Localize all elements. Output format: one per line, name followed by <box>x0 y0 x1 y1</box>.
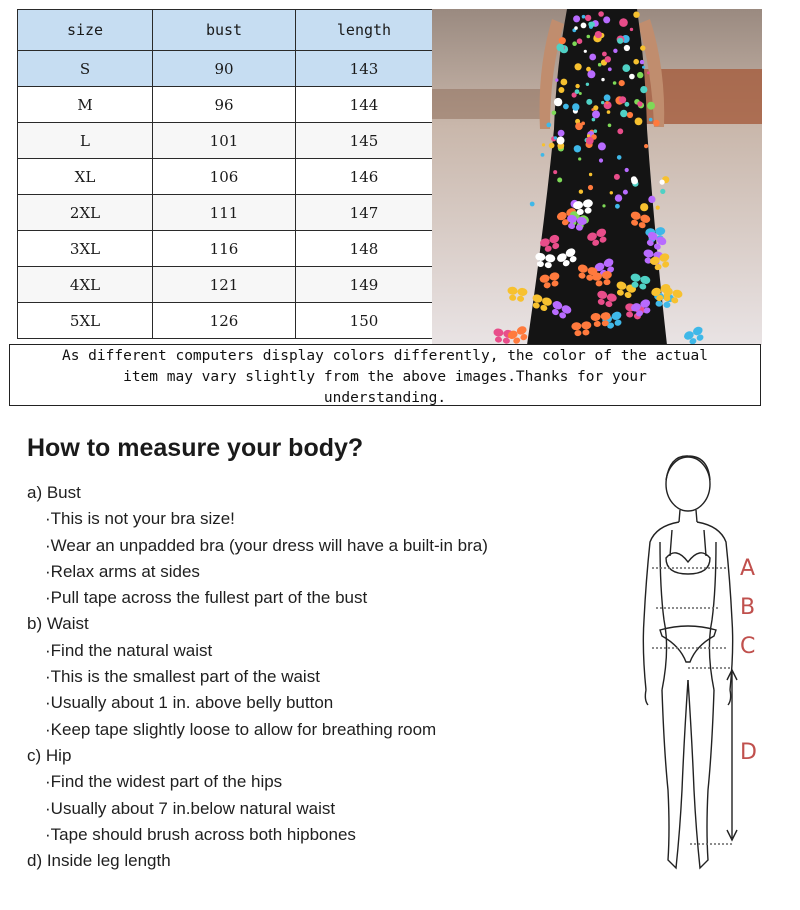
disclaimer-line: item may vary slightly from the above images.Thanks for your <box>123 369 647 385</box>
header-bust: bust <box>153 10 296 51</box>
cell-length: 147 <box>296 195 433 231</box>
guide-title: How to measure your body? <box>27 434 364 462</box>
table-row <box>18 195 433 231</box>
dress-illustration <box>432 9 762 345</box>
guide-tip: ·Pull tape across the fullest part of the bust <box>45 588 368 608</box>
label-d: D <box>740 740 757 765</box>
cell-size: M <box>18 87 153 123</box>
guide-tip: ·This is the smallest part of the waist <box>45 667 320 687</box>
cell-size: 3XL <box>18 231 153 267</box>
table-row <box>18 267 433 303</box>
cell-size: 5XL <box>18 303 153 339</box>
guide-tip: ·Wear an unpadded bra (your dress will have a built-in bra) <box>45 535 488 555</box>
guide-tip: ·Find the widest part of the hips <box>45 772 283 792</box>
cell-bust: 101 <box>153 123 296 159</box>
guide-heading: a) Bust <box>27 483 81 502</box>
guide-heading: b) Waist <box>27 614 89 634</box>
header-length: length <box>296 10 433 51</box>
cell-length: 143 <box>296 51 433 87</box>
cell-size: S <box>18 51 153 87</box>
body-measure-figure <box>630 450 790 890</box>
guide-tip: ·Keep tape slightly loose to allow for breathing room <box>45 719 437 739</box>
label-c: C <box>740 634 756 659</box>
body-outline-icon <box>630 450 790 890</box>
table-row <box>18 123 433 159</box>
cell-size: 2XL <box>18 195 153 231</box>
guide-tip: ·Relax arms at sides <box>45 561 200 581</box>
cell-bust: 106 <box>153 159 296 195</box>
cell-size: XL <box>18 159 153 195</box>
cell-length: 146 <box>296 159 433 195</box>
guide-tip: ·Usually about 7 in.below natural waist <box>45 798 336 818</box>
cell-length: 150 <box>296 303 433 339</box>
cell-length: 149 <box>296 267 433 303</box>
size-chart-table <box>17 9 433 339</box>
guide-tip: ·Usually about 1 in. above belly button <box>45 693 334 713</box>
table-row <box>18 159 433 195</box>
disclaimer-line: understanding. <box>323 390 447 406</box>
table-row <box>18 87 433 123</box>
table-row <box>18 51 433 87</box>
cell-size: L <box>18 123 153 159</box>
guide-heading: c) Hip <box>27 745 72 765</box>
cell-bust: 90 <box>153 51 296 87</box>
cell-length: 144 <box>296 87 433 123</box>
cell-bust: 116 <box>153 231 296 267</box>
cell-bust: 121 <box>153 267 296 303</box>
dress-photo <box>432 9 762 345</box>
table-header-row <box>18 10 433 51</box>
measure-instructions <box>27 480 488 874</box>
label-b: B <box>740 595 756 620</box>
table-row <box>18 231 433 267</box>
cell-length: 148 <box>296 231 433 267</box>
guide-tip: ·Find the natural waist <box>45 640 213 660</box>
guide-tip: ·Tape should brush across both hipbones <box>45 824 356 844</box>
cell-bust: 111 <box>153 195 296 231</box>
header-size: size <box>18 10 153 51</box>
cell-bust: 96 <box>153 87 296 123</box>
guide-tip: ·This is not your bra size! <box>45 509 235 529</box>
cell-length: 145 <box>296 123 433 159</box>
color-disclaimer <box>9 344 761 406</box>
table-row <box>18 303 433 339</box>
guide-heading: d) Inside leg length <box>27 851 171 871</box>
label-a: A <box>740 556 756 581</box>
disclaimer-line: As different computers display colors differently, the color of the actual <box>61 348 708 364</box>
cell-bust: 126 <box>153 303 296 339</box>
cell-size: 4XL <box>18 267 153 303</box>
